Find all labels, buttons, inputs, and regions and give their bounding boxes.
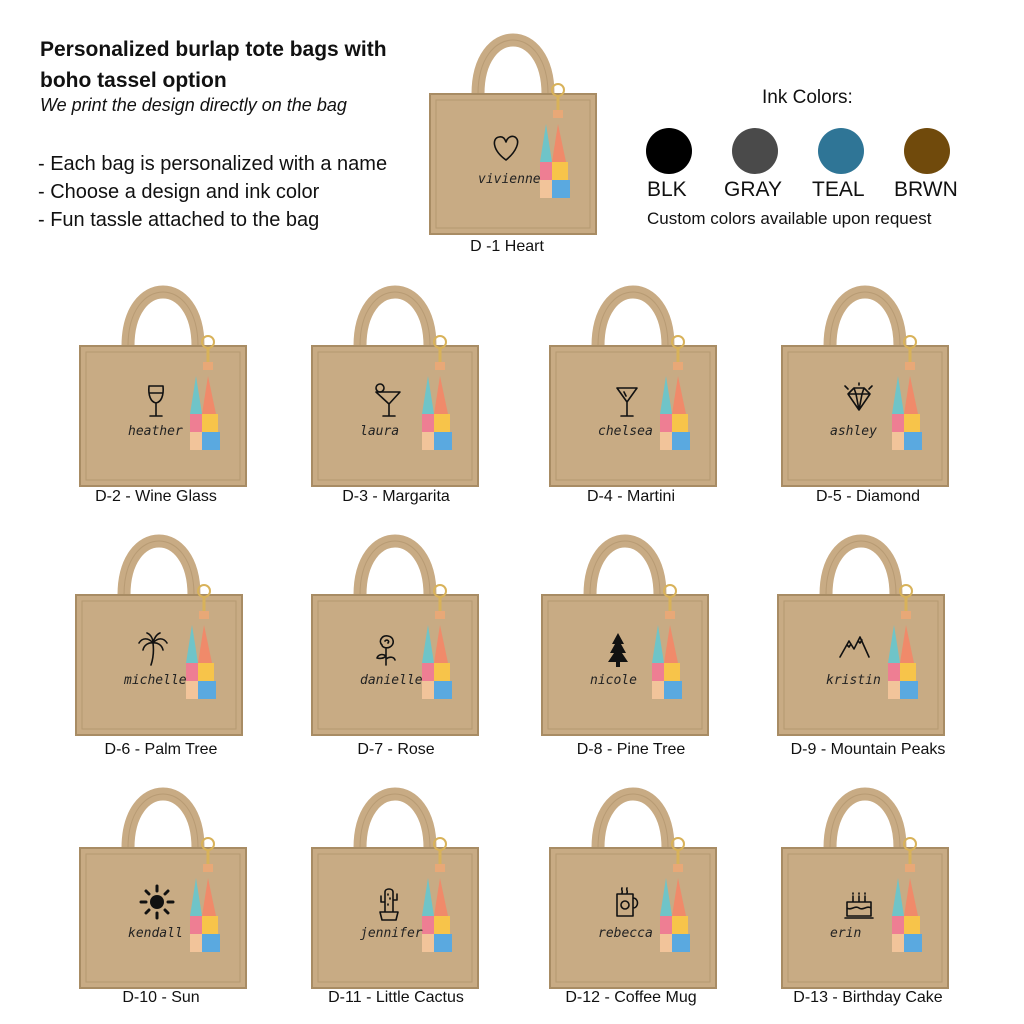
tote-bag-card[interactable] bbox=[74, 513, 244, 743]
personalized-name: vivienne bbox=[478, 172, 541, 187]
color-label-teal: TEAL bbox=[812, 178, 865, 201]
color-swatch-gray[interactable] bbox=[732, 128, 778, 174]
personalized-name: jennifer bbox=[360, 926, 423, 941]
ink-colors-note: Custom colors available upon request bbox=[647, 209, 932, 228]
tote-bag-card[interactable] bbox=[548, 264, 718, 494]
color-label-brown: BRWN bbox=[894, 178, 958, 201]
tote-bag-card[interactable] bbox=[780, 264, 950, 494]
color-label-gray: GRAY bbox=[724, 178, 782, 201]
tote-bag-card[interactable] bbox=[548, 766, 718, 996]
feature-item: - Each bag is personalized with a name bbox=[38, 153, 388, 175]
personalized-name: danielle bbox=[360, 673, 423, 688]
personalized-name: heather bbox=[128, 424, 183, 439]
design-caption: D -1 Heart bbox=[470, 238, 544, 255]
tote-bag-card[interactable] bbox=[310, 513, 480, 743]
design-caption: D-9 - Mountain Peaks bbox=[790, 741, 946, 758]
tote-bag-graphic bbox=[548, 766, 718, 996]
tote-bag-graphic bbox=[78, 766, 248, 996]
design-caption: D-4 - Martini bbox=[586, 488, 675, 505]
tote-bag-graphic bbox=[310, 264, 480, 494]
personalized-name: kendall bbox=[128, 926, 183, 941]
design-caption: D-6 - Palm Tree bbox=[104, 741, 218, 758]
design-caption: D-10 - Sun bbox=[122, 989, 200, 1006]
design-caption: D-2 - Wine Glass bbox=[95, 488, 217, 505]
tote-bag-graphic bbox=[74, 513, 244, 743]
page-title: Personalized burlap tote bags with boho tassel option bbox=[40, 38, 387, 92]
personalized-name: laura bbox=[360, 424, 400, 439]
tote-bag-graphic bbox=[780, 766, 950, 996]
tote-bag-graphic bbox=[310, 513, 480, 743]
feature-item: - Fun tassle attached to the bag bbox=[38, 209, 320, 231]
design-caption: D-5 - Diamond bbox=[815, 488, 921, 505]
personalized-name: rebecca bbox=[598, 926, 653, 941]
tote-bag-graphic bbox=[780, 264, 950, 494]
design-caption: D-3 - Margarita bbox=[342, 488, 450, 505]
personalized-name: ashley bbox=[830, 424, 877, 439]
design-caption: D-13 - Birthday Cake bbox=[793, 989, 943, 1006]
personalized-name: erin bbox=[830, 926, 862, 941]
tote-bag-card[interactable] bbox=[78, 264, 248, 494]
tote-bag-graphic bbox=[78, 264, 248, 494]
tote-bag-card[interactable] bbox=[780, 766, 950, 996]
design-caption: D-11 - Little Cactus bbox=[328, 989, 464, 1006]
feature-list bbox=[38, 150, 387, 234]
tote-bag-graphic bbox=[428, 12, 598, 242]
personalized-name: kristin bbox=[826, 673, 881, 688]
tote-bag-card[interactable] bbox=[310, 766, 480, 996]
color-swatch-brown[interactable] bbox=[904, 128, 950, 174]
design-caption: D-12 - Coffee Mug bbox=[565, 989, 697, 1006]
design-caption: D-7 - Rose bbox=[357, 741, 435, 758]
color-swatch-black[interactable] bbox=[646, 128, 692, 174]
personalized-name: michelle bbox=[124, 673, 187, 688]
tote-bag-graphic bbox=[548, 264, 718, 494]
ink-colors-title: Ink Colors: bbox=[762, 87, 853, 108]
feature-item: - Choose a design and ink color bbox=[38, 181, 320, 203]
page-subtitle: We print the design directly on the bag bbox=[40, 95, 347, 115]
tote-bag-card[interactable] bbox=[428, 12, 598, 242]
personalized-name: nicole bbox=[590, 673, 637, 688]
sun-icon bbox=[141, 886, 173, 918]
color-label-black: BLK bbox=[647, 178, 687, 201]
design-caption: D-8 - Pine Tree bbox=[576, 741, 686, 758]
personalized-name: chelsea bbox=[598, 424, 653, 439]
tote-bag-graphic bbox=[310, 766, 480, 996]
tote-bag-card[interactable] bbox=[540, 513, 710, 743]
tote-bag-graphic bbox=[776, 513, 946, 743]
tote-bag-card[interactable] bbox=[776, 513, 946, 743]
tote-bag-card[interactable] bbox=[78, 766, 248, 996]
color-swatch-teal[interactable] bbox=[818, 128, 864, 174]
tote-bag-graphic bbox=[540, 513, 710, 743]
tote-bag-card[interactable] bbox=[310, 264, 480, 494]
